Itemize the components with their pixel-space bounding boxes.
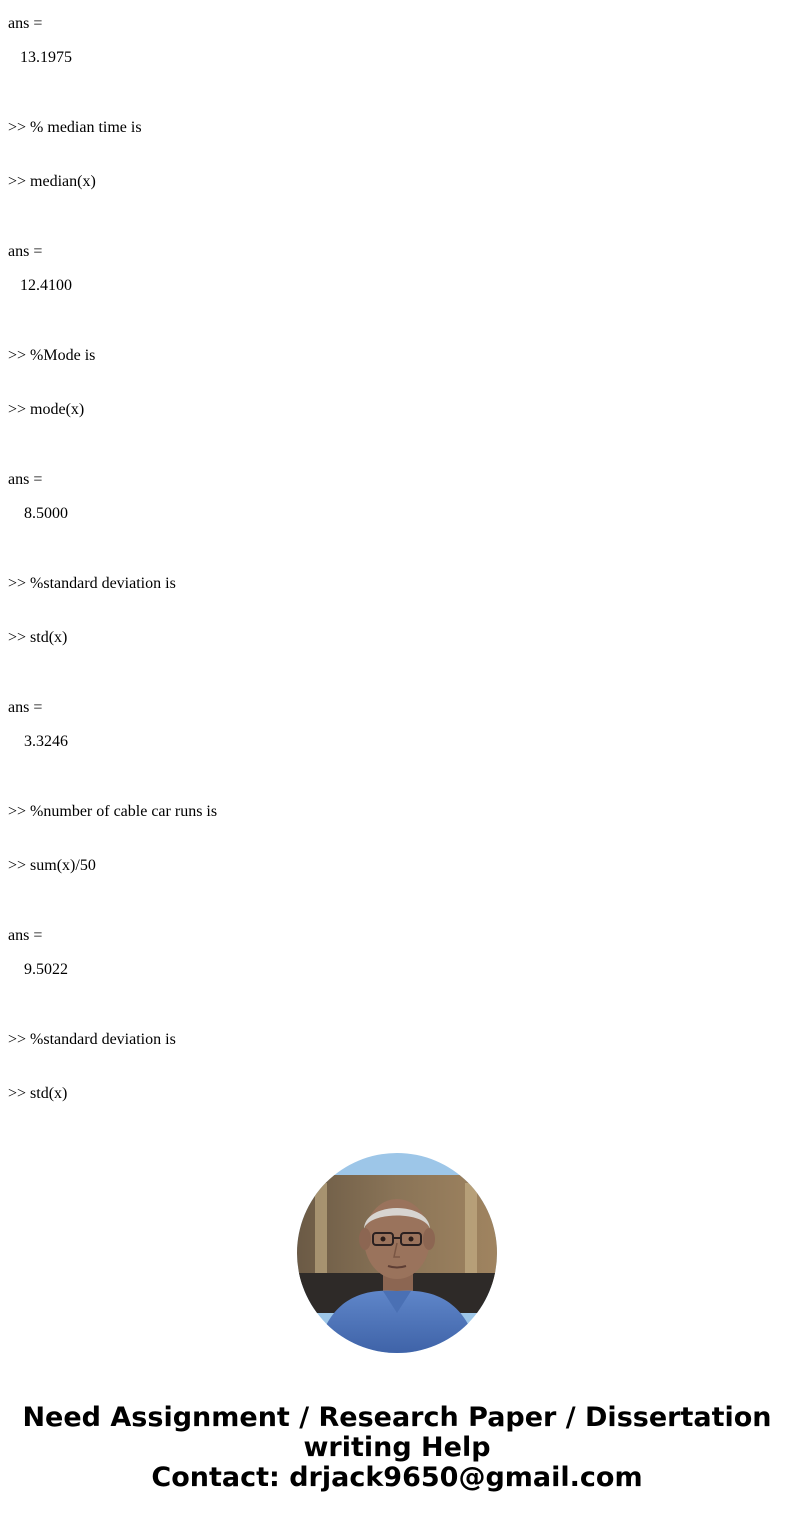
console-answer-label: ans = bbox=[8, 15, 43, 32]
console-comment: >> %number of cable car runs is bbox=[8, 803, 218, 820]
console-command: >> std(x) bbox=[8, 1085, 68, 1102]
console-answer-label: ans = bbox=[8, 927, 43, 944]
console-answer-value: 8.5000 bbox=[8, 505, 68, 522]
console-answer-value: 3.3246 bbox=[8, 733, 68, 750]
console-command-block bbox=[8, 83, 786, 227]
console-answer-label: ans = bbox=[8, 699, 43, 716]
console-command: >> median(x) bbox=[8, 173, 96, 190]
console-answer-value: 12.4100 bbox=[8, 277, 72, 294]
console-comment: >> %standard deviation is bbox=[8, 1031, 176, 1048]
console-command: >> sum(x)/50 bbox=[8, 857, 96, 874]
console-command: >> mode(x) bbox=[8, 401, 85, 418]
console-command-block bbox=[8, 995, 786, 1122]
console-answer-value: 13.1975 bbox=[8, 49, 72, 66]
presenter-photo-icon bbox=[297, 1153, 497, 1353]
console-answer-label: ans = bbox=[8, 243, 43, 260]
matlab-console-output bbox=[8, 15, 786, 1122]
banner-line: writing Help bbox=[303, 1432, 491, 1463]
console-answer-value: 9.5022 bbox=[8, 961, 68, 978]
banner-line: Need Assignment / Research Paper / Dissertation bbox=[22, 1402, 772, 1433]
presenter-avatar bbox=[297, 1153, 497, 1353]
promo-banner bbox=[0, 1403, 794, 1493]
console-answer-label: ans = bbox=[8, 471, 43, 488]
console-command: >> std(x) bbox=[8, 629, 68, 646]
console-comment: >> % median time is bbox=[8, 119, 142, 136]
banner-contact: Contact: drjack9650@gmail.com bbox=[151, 1462, 643, 1493]
console-comment: >> %Mode is bbox=[8, 347, 96, 364]
console-command-block bbox=[8, 311, 786, 455]
console-command-block bbox=[8, 767, 786, 911]
console-command-block bbox=[8, 539, 786, 683]
console-comment: >> %standard deviation is bbox=[8, 575, 176, 592]
